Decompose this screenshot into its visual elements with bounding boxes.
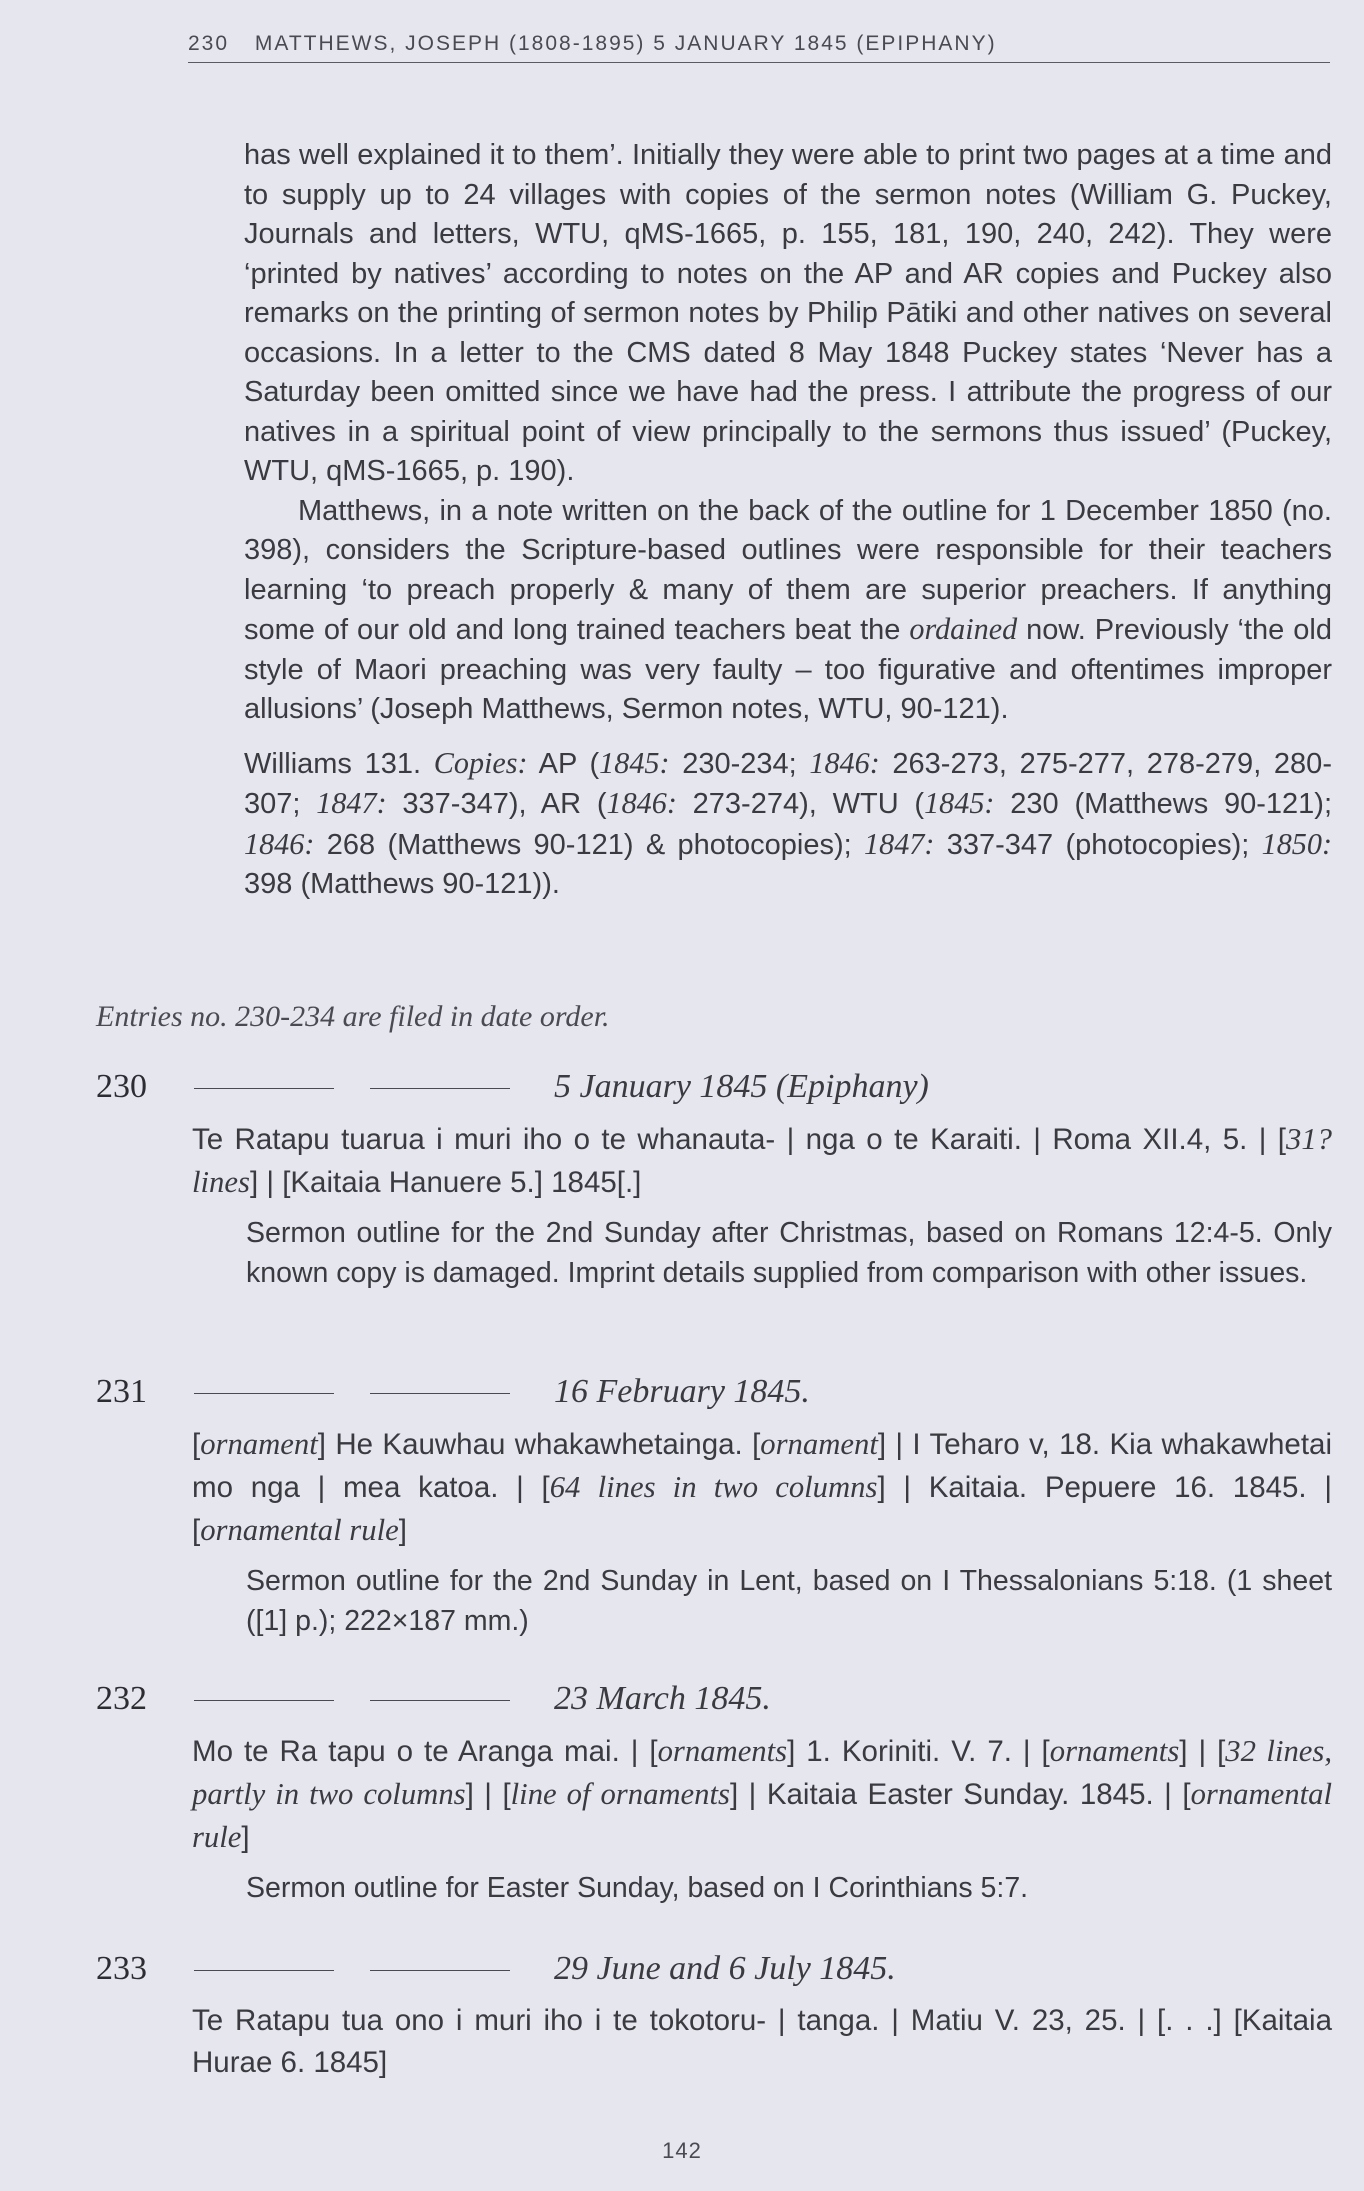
- reference-segment: 268 (Matthews 90-121) & photocopies);: [314, 828, 865, 861]
- dash-rule: [194, 1700, 334, 1701]
- title-segment: ] | Kaitaia. Pepuere 16. 1845. | [: [192, 1471, 1332, 1547]
- title-segment: ornaments: [1049, 1734, 1180, 1768]
- title-segment: ]: [398, 1514, 407, 1547]
- entry-title: [192, 1118, 1332, 1204]
- title-segment: ornament: [760, 1427, 878, 1461]
- title-segment: Mo te Ra tapu o te Aranga mai. | [: [192, 1735, 658, 1768]
- title-segment: [: [192, 1428, 201, 1461]
- entry-233: [96, 1950, 1332, 2084]
- reference-segment: Copies:: [433, 745, 528, 780]
- intro-paragraph-2: [244, 492, 1332, 730]
- title-segment: ] | [: [465, 1778, 511, 1811]
- reference-segment: 1846:: [244, 826, 315, 861]
- reference-segment: 1845:: [599, 745, 670, 780]
- title-segment: 64 lines in two columns: [549, 1470, 878, 1504]
- intro-paragraph-1: has well explained it to them’. Initially they were able to print two pages at a time and to supply up to 24 villages with copies of the sermon notes (William G. Puckey, Journals and letters, WTU, qMS-1665, p. 155, 181, 190, 240, 242). They were ‘printed by natives’ according to notes on the AP and AR copies and Puckey also remarks on the printing of sermon notes by Philip Pātiki and other natives on several occasions. In a letter to the CMS dated 8 May 1848 Puckey states ‘Never has a Saturday been omitted since we have had the press. I attribute the progress of our natives in a spiritual point of view principally to the sermons thus issued’ (Puckey, WTU, qMS-1665, p. 190).: [244, 139, 1332, 487]
- title-segment: 32 lines, partly in two columns: [192, 1734, 1333, 1811]
- entry-description: Sermon outline for the 2nd Sunday in Lent, based on I Thessalonians 5:18. (1 sheet ([1] p.); 222×187 mm.): [246, 1565, 1332, 1637]
- intro-p2-part-a: Matthews, in a note written on the back of the outline for 1 December 1850 (no. 398), considers the Scripture-based outlines were responsible for their teachers learning ‘to preach properly & many of them are superior preachers. If anything some of our old and long trained teachers beat the: [244, 494, 1332, 646]
- entry-date: 23 March 1845.: [554, 1680, 771, 1717]
- title-segment: ornamental rule: [200, 1513, 399, 1547]
- reference-segment: 337-347), AR (: [386, 788, 607, 820]
- entry-230: [96, 1068, 1332, 1293]
- title-segment: ]: [241, 1821, 250, 1854]
- reference-segment: 1846:: [606, 786, 677, 820]
- title-segment: line of ornaments: [510, 1777, 730, 1811]
- title-segment: 31? lines: [192, 1122, 1332, 1199]
- bibliographic-references: [244, 744, 1332, 905]
- title-segment: ] | [Kaitaia Hanuere 5.] 1845[.]: [249, 1166, 642, 1199]
- entry-description: Sermon outline for the 2nd Sunday after Christmas, based on Romans 12:4-5. Only known copy is damaged. Imprint details supplied from comparison with other issues.: [246, 1217, 1332, 1289]
- title-segment: ] | I Teharo v, 18. Kia whakawhetai mo nga | mea katoa. | [: [192, 1428, 1332, 1504]
- reference-segment: AP (: [527, 747, 600, 780]
- title-segment: ] 1. Koriniti. V. 7. | [: [787, 1735, 1050, 1768]
- title-segment: ] | Kaitaia Easter Sunday. 1845. | [: [729, 1778, 1191, 1811]
- reference-segment: 337-347 (photocopies);: [934, 828, 1262, 861]
- entry-date: 16 February 1845.: [554, 1373, 810, 1410]
- reference-segment: 1845:: [924, 786, 995, 820]
- dash-rule: [194, 1970, 334, 1971]
- dash-rule: [194, 1088, 334, 1089]
- reference-segment: 263-273, 275-277, 278-279, 280-307;: [244, 747, 1332, 820]
- header-running-title: MATTHEWS, JOSEPH (1808-1895) 5 JANUARY 1845 (EPIPHANY): [254, 32, 997, 55]
- dash-rule: [370, 1393, 510, 1394]
- entry-title: [192, 2000, 1332, 2084]
- header-page-number: 230: [188, 32, 230, 55]
- reference-segment: 398 (Matthews 90-121)).: [244, 868, 560, 900]
- intro-p2-emphasis: ordained: [909, 612, 1018, 646]
- entry-heading: [96, 1680, 1332, 1726]
- entry-number: 233: [96, 1950, 147, 1987]
- entry-231: [96, 1373, 1332, 1641]
- reference-segment: 1850:: [1261, 826, 1332, 861]
- dash-rule: [370, 1970, 510, 1971]
- title-segment: ] | [: [1179, 1735, 1226, 1768]
- intro-p2-part-b: now. Previously ‘the old style of Maori preaching was very faulty – too figurative and oftentimes improper allusions’ (Joseph Matthews, Sermon notes, WTU, 90-121).: [244, 614, 1332, 725]
- reference-segment: 230 (Matthews 90-121);: [994, 788, 1333, 820]
- reference-segment: 273-274), WTU (: [676, 788, 925, 820]
- entry-heading: [96, 1950, 1332, 1996]
- entry-date: 5 January 1845 (Epiphany): [554, 1068, 929, 1105]
- entry-heading: [96, 1373, 1332, 1419]
- entry-title: [192, 1730, 1332, 1859]
- title-segment: ornaments: [657, 1734, 788, 1768]
- entry-description: Sermon outline for Easter Sunday, based on I Corinthians 5:7.: [246, 1872, 1029, 1904]
- filing-note: Entries no. 230-234 are filed in date order.: [96, 1000, 610, 1033]
- entry-number: 231: [96, 1373, 147, 1410]
- entry-date: 29 June and 6 July 1845.: [554, 1950, 896, 1987]
- entry-number: 230: [96, 1068, 147, 1105]
- dash-rule: [370, 1088, 510, 1089]
- title-segment: Te Ratapu tuarua i muri iho o te whanauta- | nga o te Karaiti. | Roma XII.4, 5. | [: [192, 1123, 1286, 1156]
- reference-segment: 1847:: [864, 826, 935, 861]
- title-segment: ornament: [200, 1427, 318, 1461]
- entry-title: [192, 1423, 1332, 1552]
- intro-text: [244, 136, 1332, 905]
- title-segment: ] He Kauwhau whakawhetainga. [: [317, 1428, 761, 1461]
- entry-232: [96, 1680, 1332, 1909]
- reference-segment: 230-234;: [669, 747, 810, 780]
- reference-segment: 1846:: [809, 745, 880, 780]
- entry-number: 232: [96, 1680, 147, 1717]
- dash-rule: [370, 1700, 510, 1701]
- title-segment: Te Ratapu tua ono i muri iho i te tokotoru- | tanga. | Matiu V. 23, 25. | [. . .] [Kaitaia Hurae 6. 1845]: [192, 2004, 1332, 2079]
- dash-rule: [194, 1393, 334, 1394]
- entry-heading: [96, 1068, 1332, 1114]
- title-segment: ornamental rule: [192, 1777, 1332, 1854]
- folio-number: 142: [662, 2138, 702, 2163]
- running-header: [188, 32, 1330, 63]
- reference-segment: 1847:: [316, 786, 387, 820]
- reference-segment: Williams 131.: [244, 747, 434, 780]
